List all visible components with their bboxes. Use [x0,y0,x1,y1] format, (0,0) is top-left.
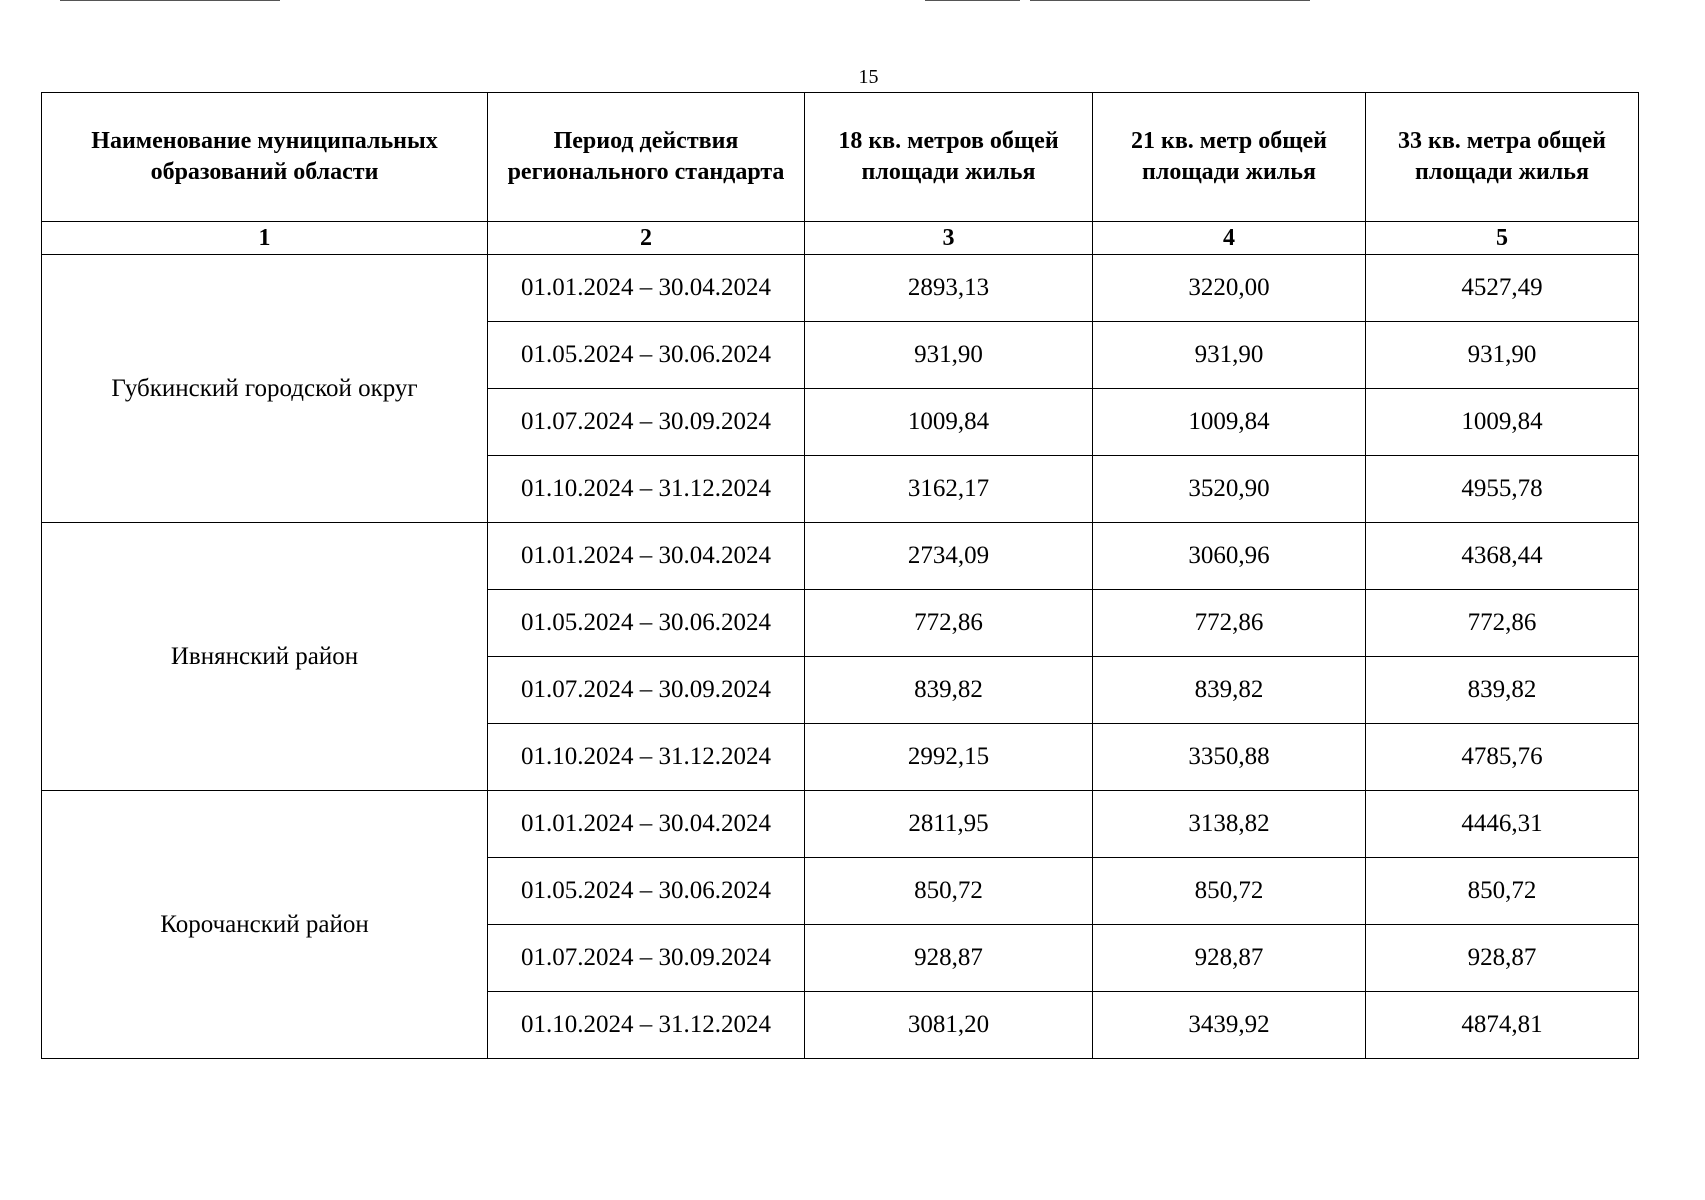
period-cell: 01.01.2024 – 30.04.2024 [488,255,805,322]
header-row [42,93,1639,222]
value-18-cell: 2893,13 [805,255,1093,322]
value-18-cell: 3081,20 [805,992,1093,1059]
period-cell: 01.07.2024 – 30.09.2024 [488,657,805,724]
value-18-cell: 839,82 [805,657,1093,724]
value-21-cell: 928,87 [1093,925,1366,992]
value-33-cell: 4527,49 [1366,255,1639,322]
table-row [42,791,1639,858]
period-cell: 01.10.2024 – 31.12.2024 [488,992,805,1059]
column-number: 5 [1366,222,1639,255]
period-cell: 01.01.2024 – 30.04.2024 [488,791,805,858]
value-18-cell: 928,87 [805,925,1093,992]
period-cell: 01.05.2024 – 30.06.2024 [488,590,805,657]
value-33-cell: 839,82 [1366,657,1639,724]
value-18-cell: 931,90 [805,322,1093,389]
period-cell: 01.05.2024 – 30.06.2024 [488,322,805,389]
value-33-cell: 4955,78 [1366,456,1639,523]
value-33-cell: 4368,44 [1366,523,1639,590]
municipality-name: Ивнянский район [42,523,488,791]
header-21-sqm: 21 кв. метр общей площади жилья [1093,93,1366,222]
value-18-cell: 2811,95 [805,791,1093,858]
value-21-cell: 3220,00 [1093,255,1366,322]
value-21-cell: 931,90 [1093,322,1366,389]
value-21-cell: 3439,92 [1093,992,1366,1059]
value-21-cell: 839,82 [1093,657,1366,724]
top-scan-line-right [1030,0,1310,1]
value-33-cell: 4785,76 [1366,724,1639,791]
value-33-cell: 931,90 [1366,322,1639,389]
value-18-cell: 3162,17 [805,456,1093,523]
header-18-sqm: 18 кв. метров общей площади жилья [805,93,1093,222]
value-33-cell: 1009,84 [1366,389,1639,456]
value-18-cell: 1009,84 [805,389,1093,456]
header-33-sqm: 33 кв. метра общей площади жилья [1366,93,1639,222]
page-number: 15 [858,66,879,88]
municipality-name: Корочанский район [42,791,488,1059]
municipality-name: Губкинский городской округ [42,255,488,523]
value-33-cell: 772,86 [1366,590,1639,657]
header-period: Период действия регионального стандарта [488,93,805,222]
value-21-cell: 3060,96 [1093,523,1366,590]
value-18-cell: 2992,15 [805,724,1093,791]
period-cell: 01.01.2024 – 30.04.2024 [488,523,805,590]
column-number: 2 [488,222,805,255]
column-number: 3 [805,222,1093,255]
value-21-cell: 3350,88 [1093,724,1366,791]
value-21-cell: 850,72 [1093,858,1366,925]
value-21-cell: 1009,84 [1093,389,1366,456]
value-33-cell: 928,87 [1366,925,1639,992]
header-municipality: Наименование муниципальных образований области [42,93,488,222]
value-21-cell: 3138,82 [1093,791,1366,858]
period-cell: 01.07.2024 – 30.09.2024 [488,389,805,456]
value-21-cell: 3520,90 [1093,456,1366,523]
top-scan-line-mid [925,0,1020,1]
value-18-cell: 850,72 [805,858,1093,925]
value-21-cell: 772,86 [1093,590,1366,657]
table-row [42,255,1639,322]
column-number: 1 [42,222,488,255]
period-cell: 01.07.2024 – 30.09.2024 [488,925,805,992]
standards-table [41,92,1639,1059]
period-cell: 01.10.2024 – 31.12.2024 [488,724,805,791]
value-33-cell: 850,72 [1366,858,1639,925]
top-scan-line-left [60,0,280,1]
period-cell: 01.05.2024 – 30.06.2024 [488,858,805,925]
column-number-row [42,222,1639,255]
table-row [42,523,1639,590]
column-number: 4 [1093,222,1366,255]
period-cell: 01.10.2024 – 31.12.2024 [488,456,805,523]
value-18-cell: 2734,09 [805,523,1093,590]
value-33-cell: 4446,31 [1366,791,1639,858]
value-33-cell: 4874,81 [1366,992,1639,1059]
value-18-cell: 772,86 [805,590,1093,657]
